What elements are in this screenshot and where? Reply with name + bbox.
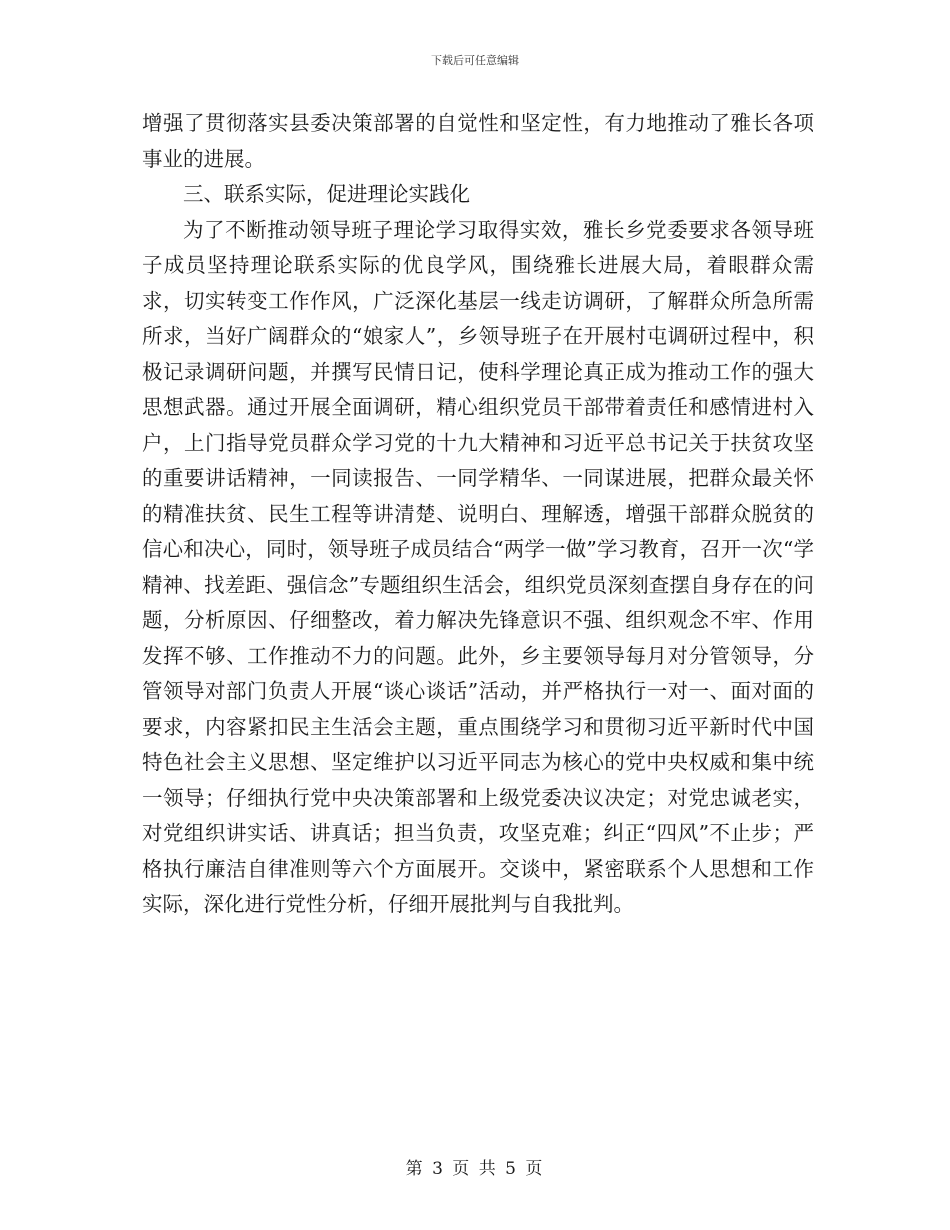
paragraph-continuation: 增强了贯彻落实县委决策部署的自觉性和坚定性，有力地推动了雅长各项事业的进展。 <box>142 111 814 171</box>
page-number-footer: 第 3 页 共 5 页 <box>405 1159 545 1179</box>
page-header: 下载后可任意编辑 <box>431 54 519 67</box>
paragraph-main: 为了不断推动领导班子理论学习取得实效，雅长乡党委要求各领导班子成员坚持理论联系实际的优良学风，围绕雅长进展大局，着眼群众需求，切实转变工作作风，广泛深化基层一线走访调研，了解群众所急所需所求，当好广阔群众的“娘家人”，乡领导班子在开展村屯调研过程中，积极记录调研问题，并撰写民情日记，使科学理论真正成为推动工作的强大思想武器。通过开展全面调研，精心组织党员干部带着责任和感情进村入户，上门指导党员群众学习党的十九大精神和习近平总书记关于扶贫攻坚的重要讲话精神，一同读报告、一同学精华、一同谋进展，把群众最关怀的精准扶贫、民生工程等讲清楚、说明白、理解透，增强干部群众脱贫的信心和决心，同时，领导班子成员结合“两学一做”学习教育，召开一次“学精神、找差距、强信念”专题组织生活会，组织党员深刻查摆自身存在的问题，分析原因、仔细整改，着力解决先锋意识不强、组织观念不牢、作用发挥不够、工作推动不力的问题。此外，乡主要领导每月对分管领导，分管领导对部门负责人开展“谈心谈话”活动，并严格执行一对一、面对面的要求，内容紧扣民主生活会主题，重点围绕学习和贯彻习近平新时代中国特色社会主义思想、坚定维护以习近平同志为核心的党中央权威和集中统一领导；仔细执行党中央决策部署和上级党委决议决定；对党忠诚老实，对党组织讲实话、讲真话；担当负责，攻坚克难；纠正“四风”不止步；严格执行廉洁自律准则等六个方面展开。交谈中，紧密联系个人思想和工作实际，深化进行党性分析，仔细开展批判与自我批判。 <box>142 217 814 916</box>
section-heading: 三、联系实际，促进理论实践化 <box>183 182 470 206</box>
document-body <box>142 106 814 923</box>
